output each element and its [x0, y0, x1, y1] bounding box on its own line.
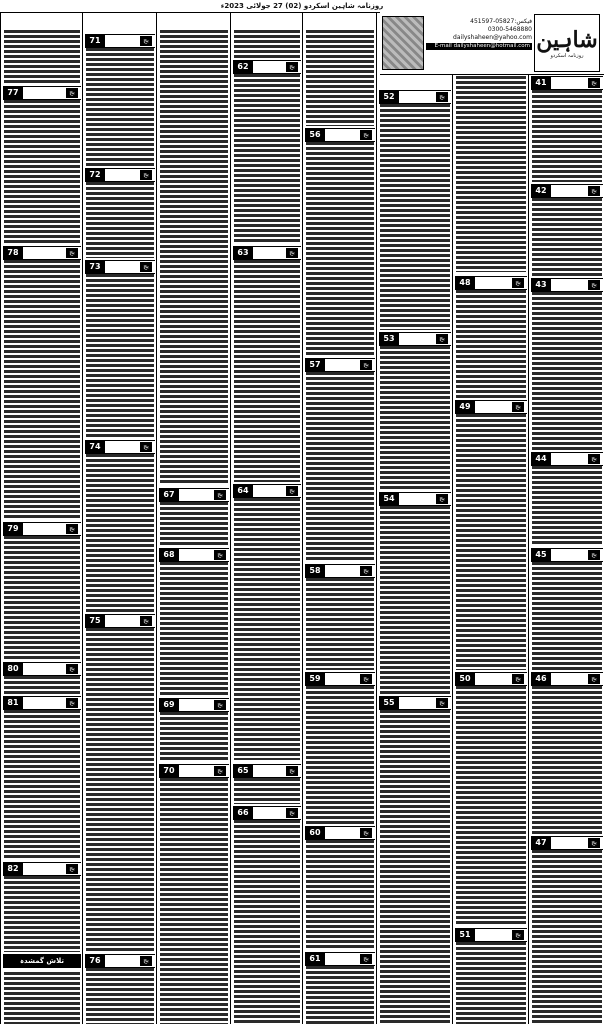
ad-56: 56 بج: [305, 128, 375, 142]
ad-79: 79 بج: [3, 522, 81, 536]
column-6: [156, 12, 231, 1024]
column-3: [376, 12, 453, 1024]
ad-62: 62 بج: [233, 60, 301, 74]
ad-55: 55 بج: [379, 696, 451, 710]
ad-43: 43 بج: [531, 278, 603, 292]
ad-64: 64 بج: [233, 484, 301, 498]
ad-52: 52 بج: [379, 90, 451, 104]
talash-gumshuda: تلاش گمشدہ: [3, 954, 81, 968]
ad-75: 75 بج: [85, 614, 155, 628]
ad-76: 76 بج: [85, 954, 155, 968]
ad-61: 61 بج: [305, 952, 375, 966]
ad-70: 70 بج: [159, 764, 229, 778]
contact-block: فیکس:05827-451597 0300-5468880 dailyshaheen@yahoo.com E-mail dailyshaheen@hotmail.com: [426, 18, 532, 50]
column-2: [452, 12, 529, 1024]
ad-67: 67 بج: [159, 488, 229, 502]
ad-60: 60 بج: [305, 826, 375, 840]
ad-48: 48 بج: [455, 276, 527, 290]
ad-50: 50 بج: [455, 672, 527, 686]
ad-54: 54 بج: [379, 492, 451, 506]
ad-81: 81 بج: [3, 696, 81, 710]
column-5: [230, 12, 303, 1024]
ad-42: 42 بج: [531, 184, 603, 198]
ad-58: 58 بج: [305, 564, 375, 578]
column-1: [528, 12, 604, 1024]
ad-68: 68 بج: [159, 548, 229, 562]
ad-73: 73 بج: [85, 260, 155, 274]
column-4: [302, 12, 377, 1024]
ad-47: 47 بج: [531, 836, 603, 850]
ad-72: 72 بج: [85, 168, 155, 182]
ad-51: 51 بج: [455, 928, 527, 942]
ad-57: 57 بج: [305, 358, 375, 372]
ad-63: 63 بج: [233, 246, 301, 260]
masthead-photo: [382, 16, 424, 70]
ad-78: 78 بج: [3, 246, 81, 260]
ad-65: 65 بج: [233, 764, 301, 778]
ad-74: 74 بج: [85, 440, 155, 454]
ad-82: 82 بج: [3, 862, 81, 876]
ad-49: 49 بج: [455, 400, 527, 414]
ad-69: 69 بج: [159, 698, 229, 712]
ad-46: 46 بج: [531, 672, 603, 686]
ad-66: 66 بج: [233, 806, 301, 820]
ad-71: 71 بج: [85, 34, 155, 48]
ad-80: 80 بج: [3, 662, 81, 676]
ad-59: 59 بج: [305, 672, 375, 686]
page-header: روزنامہ شاہین اسکردو (02) 27 جولائی 2023ء: [0, 0, 604, 13]
ad-44: 44 بج: [531, 452, 603, 466]
column-8: [0, 12, 83, 1024]
ad-77: 77 بج: [3, 86, 81, 100]
ad-45: 45 بج: [531, 548, 603, 562]
ad-41: 41 بج: [531, 76, 603, 90]
masthead: [380, 12, 604, 75]
column-7: [82, 12, 157, 1024]
ad-53: 53 بج: [379, 332, 451, 346]
newspaper-logo: شاہین روزنامہ اسکردو: [534, 14, 600, 72]
